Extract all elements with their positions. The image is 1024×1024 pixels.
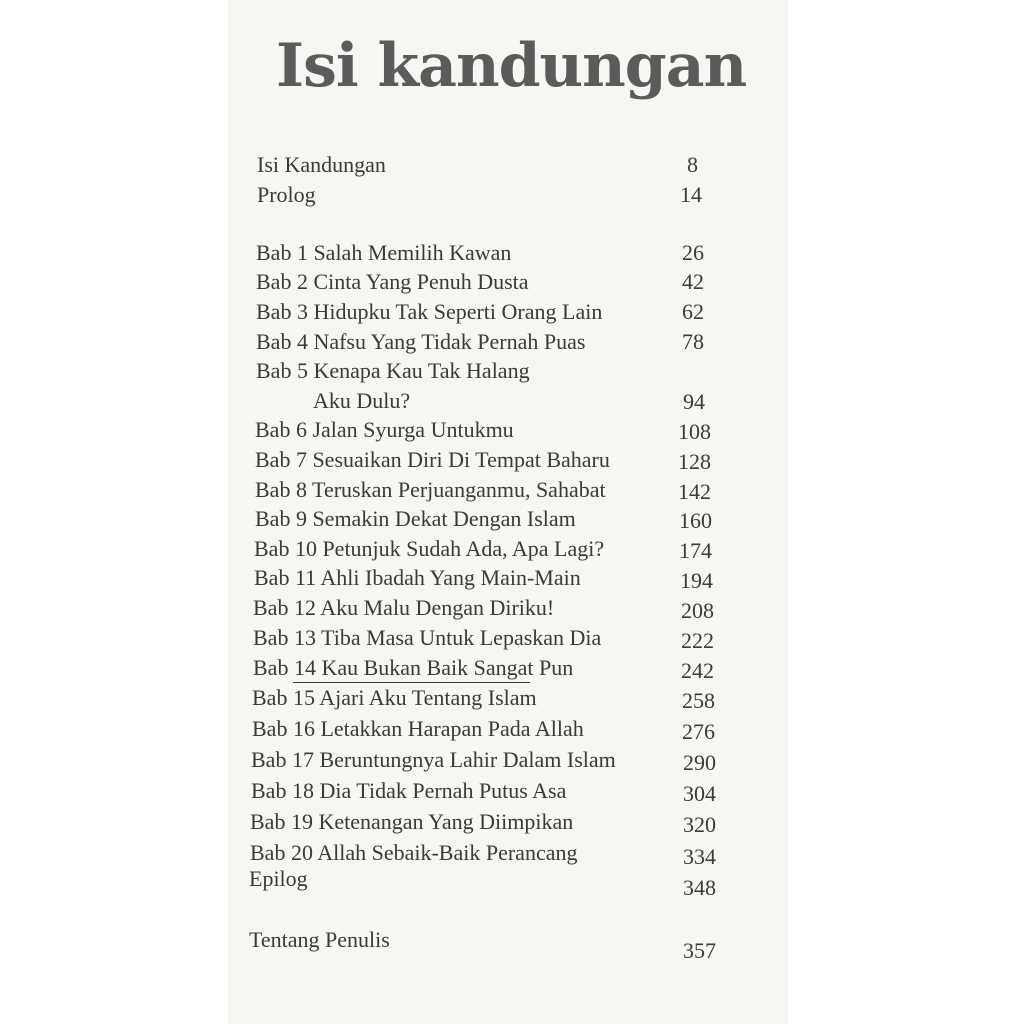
toc-entry-label: Bab 5 Kenapa Kau Tak Halang — [256, 358, 530, 383]
toc-entry-label: Bab 9 Semakin Dekat Dengan Islam — [255, 506, 576, 531]
toc-entry-page: 108 — [678, 419, 711, 444]
toc-entry-page: 222 — [681, 628, 714, 653]
toc-entry-page: 290 — [683, 750, 716, 775]
toc-entry-label-continued: Aku Dulu? — [313, 388, 411, 413]
toc-entry-label: Epilog — [249, 866, 308, 891]
toc-entry-page: 258 — [682, 688, 715, 713]
page-title: Isi kandungan — [276, 31, 747, 101]
toc-entry-page: 8 — [687, 152, 698, 177]
toc-entry-label: Tentang Penulis — [249, 927, 390, 952]
toc-entry-label: Bab 19 Ketenangan Yang Diimpikan — [250, 809, 574, 834]
toc-entry-label: Bab 15 Ajari Aku Tentang Islam — [252, 685, 537, 710]
toc-entry-page: 42 — [682, 269, 704, 294]
toc-entry-page: 26 — [682, 240, 704, 265]
toc-entry-label: Isi Kandungan — [257, 152, 386, 177]
toc-entry-page: 14 — [680, 182, 702, 207]
toc-entry-page: 320 — [683, 812, 716, 837]
toc-entry-label: Bab 16 Letakkan Harapan Pada Allah — [252, 716, 584, 741]
toc-entry-page: 174 — [679, 538, 712, 563]
toc-entry-page: 160 — [679, 508, 712, 533]
toc-entry-page: 62 — [682, 299, 704, 324]
toc-entry-label: Bab 1 Salah Memilih Kawan — [256, 240, 512, 265]
toc-entry-label: Bab 3 Hidupku Tak Seperti Orang Lain — [256, 299, 603, 324]
toc-entry-page: 348 — [683, 875, 716, 900]
toc-entry-label: Bab 8 Teruskan Perjuanganmu, Sahabat — [255, 477, 606, 502]
toc-entry-label: Bab 11 Ahli Ibadah Yang Main-Main — [254, 565, 581, 590]
toc-entry-label: Bab 2 Cinta Yang Penuh Dusta — [256, 269, 529, 294]
toc-entry-page: 242 — [681, 658, 714, 683]
toc-entry-label: Bab 10 Petunjuk Sudah Ada, Apa Lagi? — [254, 536, 605, 561]
toc-entry-page: 276 — [682, 719, 715, 744]
toc-entry-label: Bab 14 Kau Bukan Baik Sangat Pun — [253, 655, 574, 680]
pencil-underline — [293, 682, 530, 683]
toc-entry-page: 304 — [683, 781, 716, 806]
toc-entry-label: Bab 7 Sesuaikan Diri Di Tempat Baharu — [255, 447, 610, 472]
toc-entry-label: Prolog — [257, 182, 316, 207]
toc-entry-label: Bab 12 Aku Malu Dengan Diriku! — [253, 595, 555, 620]
toc-entry-page: 334 — [683, 844, 716, 869]
toc-entry-label: Bab 18 Dia Tidak Pernah Putus Asa — [251, 778, 567, 803]
toc-entry-label: Bab 20 Allah Sebaik-Baik Perancang — [250, 840, 578, 865]
toc-entry-page: 357 — [683, 938, 716, 963]
toc-entry-page: 94 — [683, 389, 705, 414]
toc-entry-label: Bab 4 Nafsu Yang Tidak Pernah Puas — [256, 329, 586, 354]
toc-entry-page: 128 — [678, 449, 711, 474]
toc-entry-label: Bab 13 Tiba Masa Untuk Lepaskan Dia — [253, 625, 602, 650]
toc-entry-page: 78 — [682, 329, 704, 354]
toc-entry-page: 208 — [681, 598, 714, 623]
toc-entry-page: 194 — [680, 568, 713, 593]
toc-entry-page: 142 — [678, 479, 711, 504]
toc-entry-label: Bab 6 Jalan Syurga Untukmu — [255, 417, 514, 442]
toc-entry-label: Bab 17 Beruntungnya Lahir Dalam Islam — [251, 747, 616, 772]
